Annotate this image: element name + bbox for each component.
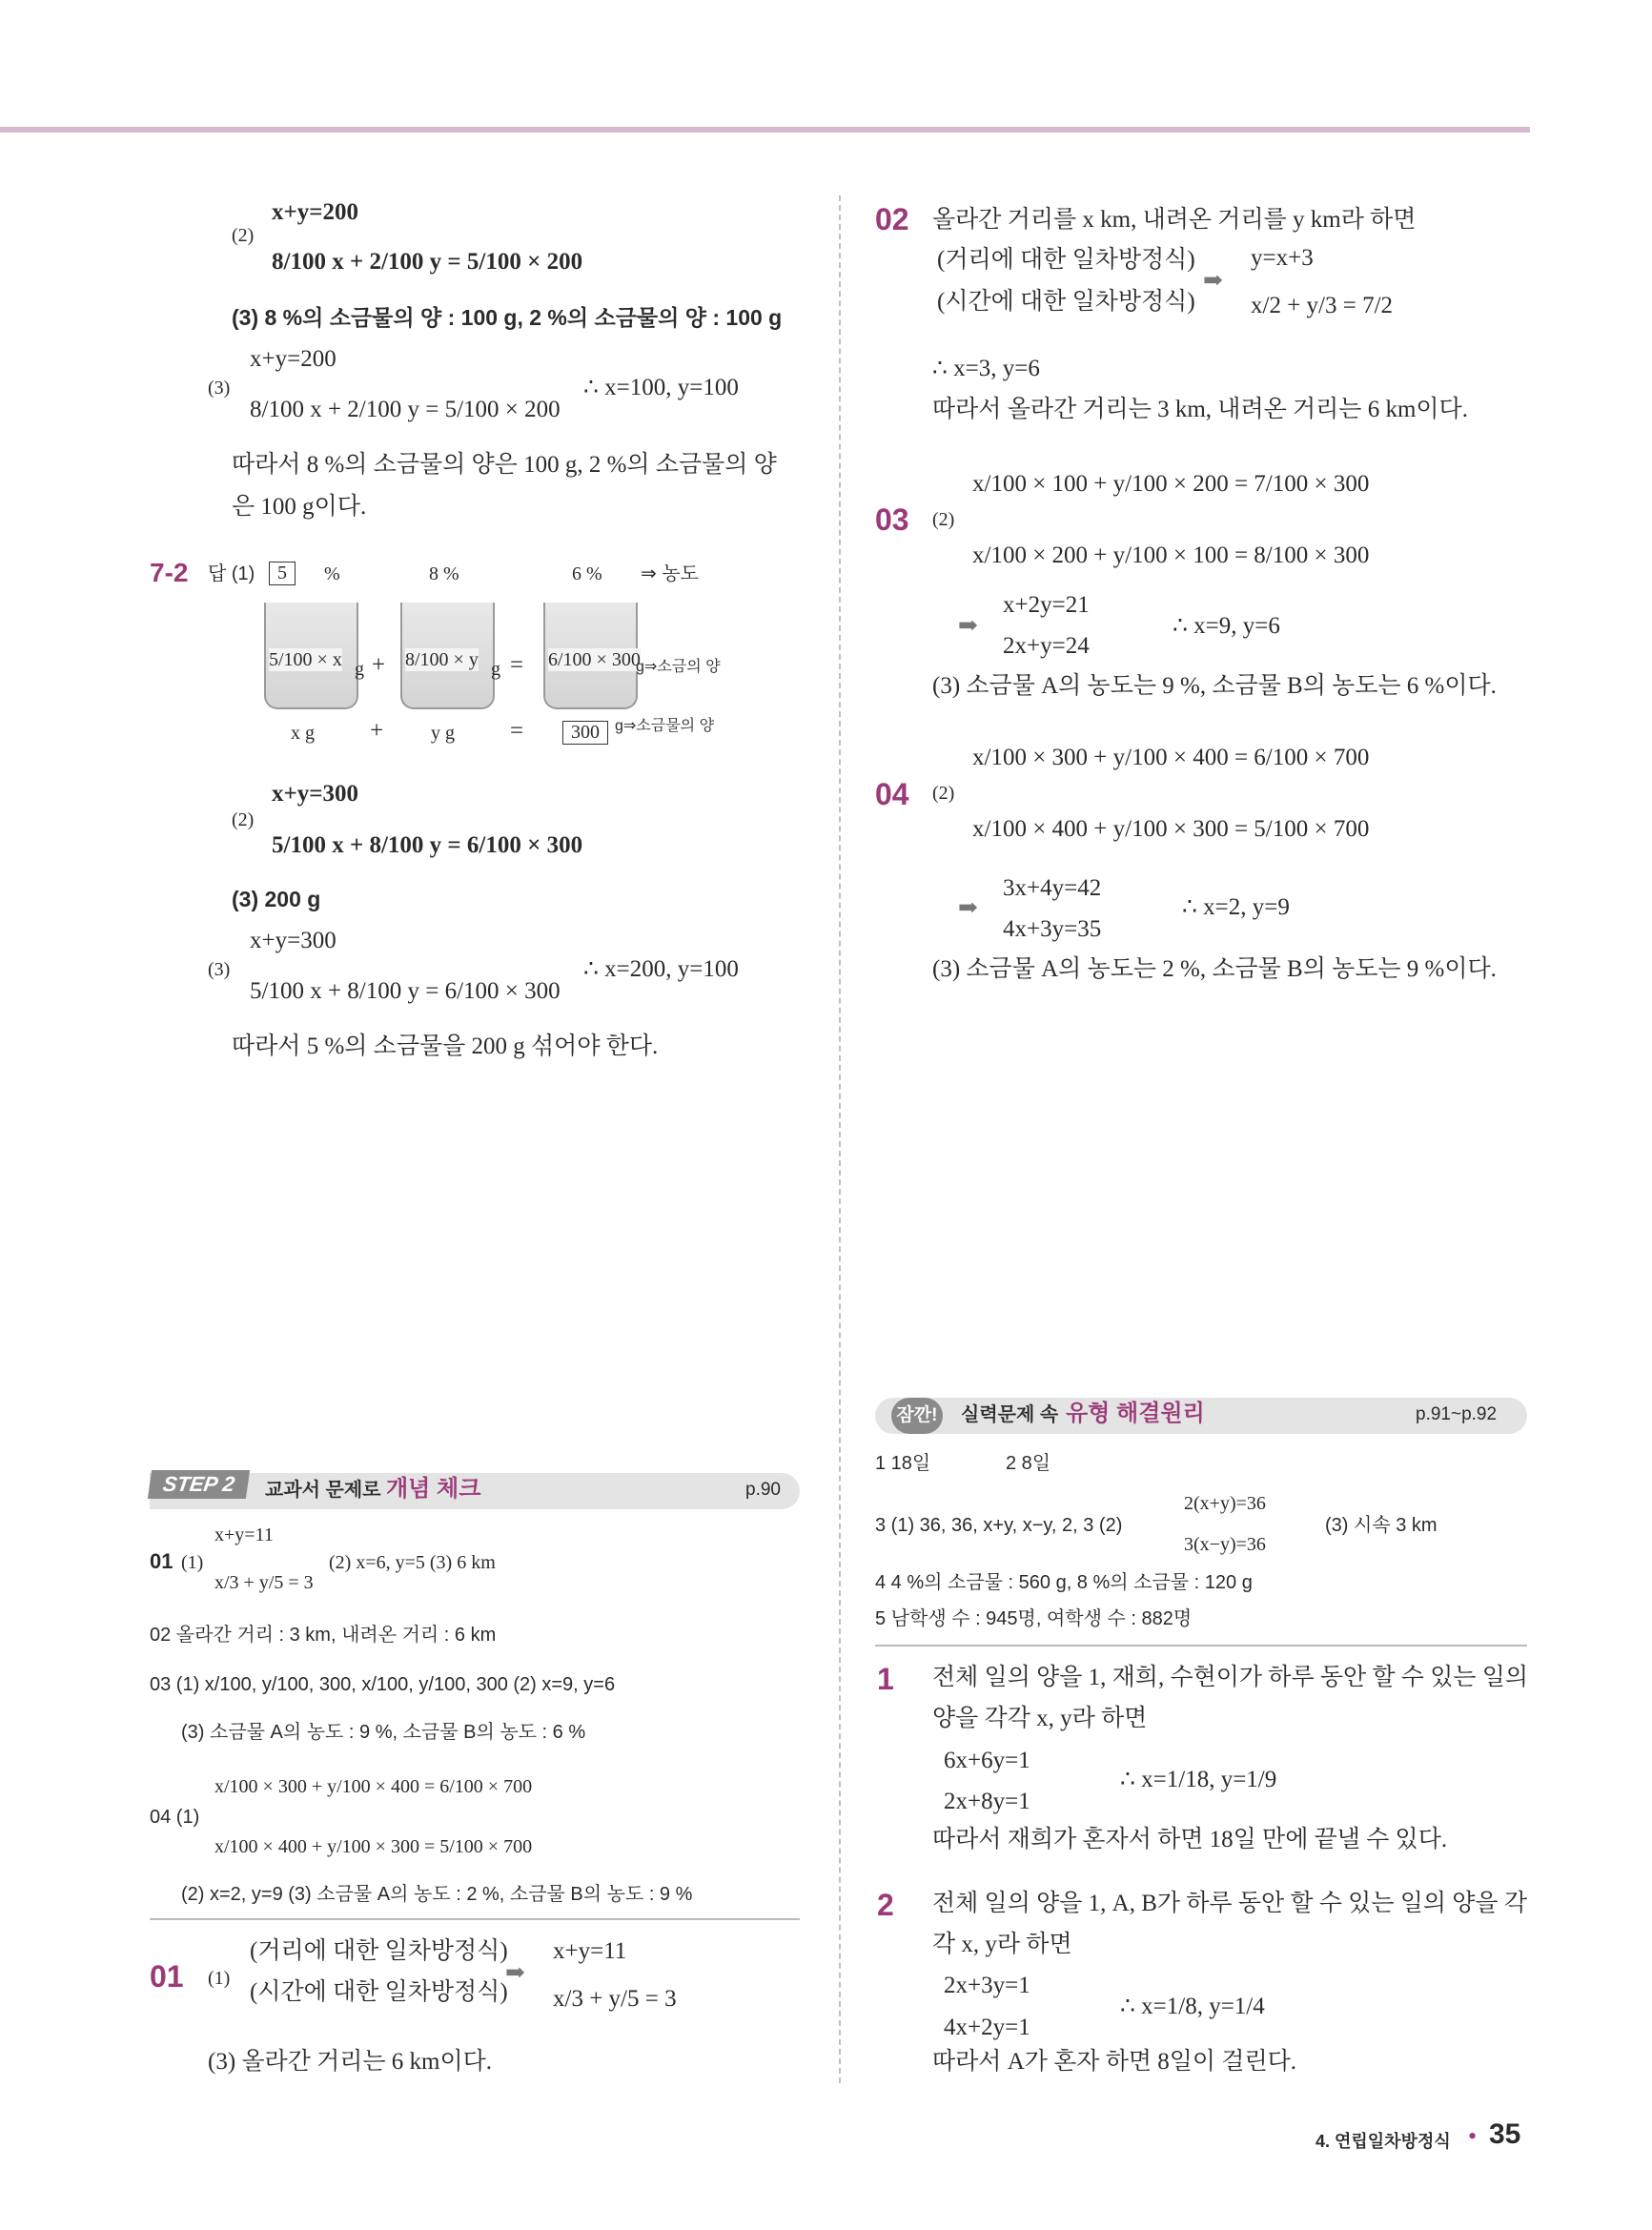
equation: x/3 + y/5 = 3 xyxy=(214,1572,314,1593)
equation: 5/100 x + 8/100 y = 6/100 × 300 xyxy=(250,978,561,1004)
section-title: 교과서 문제로 xyxy=(265,1480,381,1501)
arrow-icon: ➡ xyxy=(1203,268,1223,294)
label: (3) xyxy=(208,959,231,980)
answer: 3 (1) 36, 36, x+y, x−y, 2, 3 (2) xyxy=(875,1515,1123,1536)
label: g⇒소금물의 양 xyxy=(615,718,715,734)
answer: 02 올라간 거리 : 3 km, 내려온 거리 : 6 km xyxy=(150,1625,497,1646)
answer-mark: 답 (1) xyxy=(208,563,255,584)
problem-text: 올라간 거리를 x km, 내려온 거리를 y km라 하면 xyxy=(932,207,1417,233)
answer-number: 04 (1) xyxy=(150,1807,200,1828)
problem-number: 01 xyxy=(150,1959,184,1994)
label: (2) xyxy=(232,225,255,246)
page-ref: p.90 xyxy=(745,1480,781,1500)
column-divider xyxy=(839,195,841,2083)
label: (1) xyxy=(208,1968,231,1989)
page-number: 35 xyxy=(1489,2118,1521,2150)
section-tag: 잠깐! xyxy=(891,1398,943,1434)
label: % xyxy=(324,563,340,584)
equation-desc: (거리에 대한 일차방정식) xyxy=(250,1938,508,1964)
equation: x/100 × 100 + y/100 × 200 = 7/100 × 300 xyxy=(972,471,1370,497)
equation: 8/100 x + 2/100 y = 5/100 × 200 xyxy=(250,397,561,422)
answer: 2 8일 xyxy=(1006,1453,1051,1474)
problem-text: 전체 일의 양을 1, 재희, 수현이가 하루 동안 할 수 있는 일의 xyxy=(932,1665,1529,1690)
conclusion: 따라서 5 %의 소금물을 200 g 섞어야 한다. xyxy=(232,1033,659,1059)
label: ⇒ 농도 xyxy=(641,563,699,584)
arrow-icon: ➡ xyxy=(958,895,978,921)
problem-text: 각 x, y라 하면 xyxy=(932,1932,1072,1957)
problem-number: 7-2 xyxy=(150,558,189,587)
label: x g xyxy=(291,723,315,744)
label: (2) xyxy=(232,809,255,830)
result: ∴ x=1/18, y=1/9 xyxy=(1120,1767,1277,1792)
label: (3) xyxy=(208,378,231,399)
equation: x/100 × 300 + y/100 × 400 = 6/100 × 700 xyxy=(214,1776,533,1797)
page-ref: p.91~p.92 xyxy=(1416,1404,1498,1424)
answer: 5 남학생 수 : 945명, 여학생 수 : 882명 xyxy=(875,1608,1193,1629)
equation: x+y=200 xyxy=(250,346,337,372)
equation: x+y=300 xyxy=(250,928,337,953)
answer: (3) 시속 3 km xyxy=(1325,1515,1438,1536)
label: (1) xyxy=(181,1552,204,1573)
answer-number: 01 xyxy=(150,1549,173,1573)
result: ∴ x=200, y=100 xyxy=(583,956,739,982)
top-decorative-bar xyxy=(0,127,1530,133)
equation: y=x+3 xyxy=(1251,245,1314,271)
equation-desc: (시간에 대한 일차방정식) xyxy=(250,1979,508,2005)
beaker-label: 6/100 × 300 xyxy=(548,649,641,670)
equation: 4x+2y=1 xyxy=(944,2015,1030,2040)
conclusion: 따라서 8 %의 소금물의 양은 100 g, 2 %의 소금물의 양 xyxy=(232,452,777,478)
unit: g xyxy=(491,659,500,680)
label: 8 % xyxy=(429,563,459,584)
arrow-icon: ➡ xyxy=(505,1960,525,1986)
equation: x+y=11 xyxy=(214,1524,274,1545)
equation-desc: (시간에 대한 일차방정식) xyxy=(937,289,1195,315)
equation: 2(x+y)=36 xyxy=(1184,1493,1266,1514)
equation: x/2 + y/3 = 7/2 xyxy=(1251,293,1394,318)
label: (2) xyxy=(932,783,955,804)
label: 6 % xyxy=(572,563,602,584)
equation: 2x+3y=1 xyxy=(944,1973,1030,1998)
equation: x+y=300 xyxy=(272,781,358,807)
equation: x+y=200 xyxy=(272,199,358,225)
label: g⇒소금의 양 xyxy=(636,659,721,675)
answer: 4 4 %의 소금물 : 560 g, 8 %의 소금물 : 120 g xyxy=(875,1572,1253,1593)
conclusion: (3) 소금물 A의 농도는 2 %, 소금물 B의 농도는 9 %이다. xyxy=(932,956,1497,982)
label: y g xyxy=(431,723,455,744)
operator: = xyxy=(510,652,524,678)
divider xyxy=(150,1918,800,1920)
label: (2) xyxy=(932,509,955,530)
divider xyxy=(875,1645,1527,1647)
equation: 3x+4y=42 xyxy=(1003,875,1102,901)
equation: x/3 + y/5 = 3 xyxy=(553,1986,677,2012)
operator: = xyxy=(510,718,524,744)
equation: x/100 × 200 + y/100 × 100 = 8/100 × 300 xyxy=(972,542,1370,568)
equation: 3(x−y)=36 xyxy=(1184,1534,1266,1555)
problem-number: 2 xyxy=(877,1888,894,1922)
equation: 5/100 x + 8/100 y = 6/100 × 300 xyxy=(272,832,583,858)
beaker-label: 5/100 × x xyxy=(269,649,342,670)
section-title-highlight: 개념 체크 xyxy=(386,1476,481,1502)
answer-bold: (3) 200 g xyxy=(232,887,321,911)
conclusion: 따라서 A가 혼자 하면 8일이 걸린다. xyxy=(932,2049,1297,2075)
equation: x/100 × 400 + y/100 × 300 = 5/100 × 700 xyxy=(972,816,1370,842)
unit: g xyxy=(355,659,364,680)
equation: x+2y=21 xyxy=(1003,592,1090,618)
equation: 2x+y=24 xyxy=(1003,633,1090,659)
result: ∴ x=1/8, y=1/4 xyxy=(1120,1994,1265,2019)
box: 300 xyxy=(562,721,608,745)
conclusion: 은 100 g이다. xyxy=(232,494,367,520)
conclusion: 따라서 올라간 거리는 3 km, 내려온 거리는 6 km이다. xyxy=(932,397,1468,422)
answer: (3) 소금물 A의 농도 : 9 %, 소금물 B의 농도 : 6 % xyxy=(181,1722,586,1743)
answer: (2) x=2, y=9 (3) 소금물 A의 농도 : 2 %, 소금물 B의 농도 : 9 % xyxy=(181,1884,693,1905)
equation: x+y=11 xyxy=(553,1938,627,1964)
conclusion: 따라서 재희가 혼자서 하면 18일 만에 끝낼 수 있다. xyxy=(932,1827,1448,1852)
problem-number: 03 xyxy=(875,502,909,537)
chapter-title: 4. 연립일차방정식 xyxy=(1315,2132,1451,2151)
answer-bold: (3) 8 %의 소금물의 양 : 100 g, 2 %의 소금물의 양 : 100 g xyxy=(232,305,783,330)
operator: + xyxy=(372,652,386,678)
conclusion: (3) 소금물 A의 농도는 9 %, 소금물 B의 농도는 6 %이다. xyxy=(932,673,1497,699)
problem-number: 04 xyxy=(875,777,909,811)
result: ∴ x=3, y=6 xyxy=(932,356,1040,381)
problem-number: 02 xyxy=(875,202,909,236)
result: ∴ x=2, y=9 xyxy=(1182,894,1290,920)
beaker-label: 8/100 × y xyxy=(405,649,479,670)
arrow-icon: ➡ xyxy=(958,613,978,639)
bullet-icon: • xyxy=(1468,2122,1478,2150)
equation-desc: (거리에 대한 일차방정식) xyxy=(937,247,1195,273)
operator: + xyxy=(370,718,384,744)
section-title: 실력문제 속 xyxy=(961,1404,1059,1425)
answer: 03 (1) x/100, y/100, 300, x/100, y/100, 300 (2) x=9, y=6 xyxy=(150,1674,616,1695)
conclusion: (3) 올라간 거리는 6 km이다. xyxy=(208,2049,493,2075)
equation: 2x+8y=1 xyxy=(944,1789,1030,1814)
equation: 6x+6y=1 xyxy=(944,1748,1030,1773)
equation: x/100 × 400 + y/100 × 300 = 5/100 × 700 xyxy=(214,1836,533,1857)
equation: x/100 × 300 + y/100 × 400 = 6/100 × 700 xyxy=(972,745,1370,770)
section-tag: STEP 2 xyxy=(148,1470,250,1499)
result: ∴ x=100, y=100 xyxy=(583,375,739,400)
answer: (2) x=6, y=5 (3) 6 km xyxy=(329,1552,496,1573)
problem-number: 1 xyxy=(877,1662,894,1696)
problem-text: 전체 일의 양을 1, A, B가 하루 동안 할 수 있는 일의 양을 각 xyxy=(932,1891,1527,1916)
equation: 8/100 x + 2/100 y = 5/100 × 200 xyxy=(272,249,583,275)
problem-text: 양을 각각 x, y라 하면 xyxy=(932,1706,1148,1731)
equation: 4x+3y=35 xyxy=(1003,916,1102,942)
section-title-highlight: 유형 해결원리 xyxy=(1066,1401,1205,1426)
result: ∴ x=9, y=6 xyxy=(1173,613,1280,639)
answer: 1 18일 xyxy=(875,1453,931,1474)
box: 5 xyxy=(269,562,296,585)
